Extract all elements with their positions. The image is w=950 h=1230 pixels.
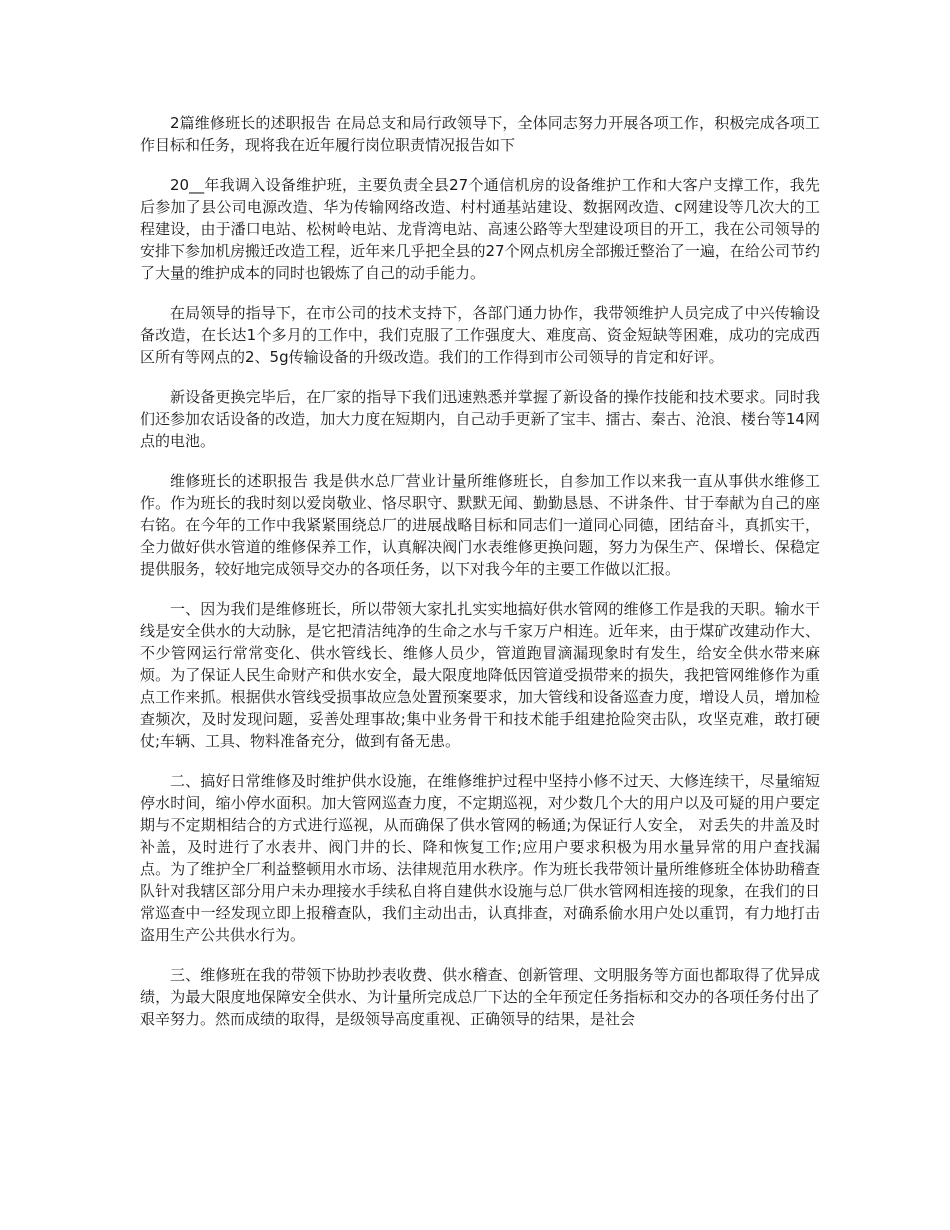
paragraph-report-intro: 维修班长的述职报告 我是供水总厂营业计量所维修班长，自参加工作以来我一直从事供水维修工作。作为班长的我时刻以爱岗敬业、恪尽职守、默默无闻、勤勤恳恳、不讲条件、甘于奉献为自己的座右铭。在今年的工作中我紧紧围绕总厂的进展战略目标和同志们一道同心同德，团结奋斗，真抓实干，全力做好供水管道的维修保养工作，认真解决阀门水表维修更换问题，努力为保生产、保增长、保稳定提供服务，较好地完成领导交办的各项任务，以下对我今年的主要工作做以汇报。	[140, 472, 820, 578]
document-page	[140, 112, 820, 1048]
paragraph-section-two: 二、搞好日常维修及时维护供水设施，在维修维护过程中坚持小修不过天、大修连续干，尽量缩短停水时间，缩小停水面积。加大管网巡查力度，不定期巡视，对少数几个大的用户以及可疑的用户要定期与不定期相结合的方式进行巡视，从而确保了供水管网的畅通;为保证行人安全， 对丢失的井盖及时补盖，及时进行了水表井、阀门井的长、降和恢复工作;应用户要求积极为用水量异常的用户查找漏点。为了维护全厂利益整顿用水市场、法律规范用水秩序。作为班长我带领计量所维修班全体协助稽查队针对我辖区部分用户未办理接水手续私自将自建供水设施与总厂供水管网相连接的现象，在我们的日常巡查中一经发现立即上报稽查队，我们主动出击，认真排查，对确系偷水用户处以重罚，有力地打击盗用生产公共供水行为。	[140, 772, 820, 944]
paragraph-intro: 2篇维修班长的述职报告 在局总支和局行政领导下，全体同志努力开展各项工作，积极完成各项工作目标和任务，现将我在近年履行岗位职责情况报告如下	[140, 114, 820, 154]
paragraph-section-three: 三、维修班在我的带领下协助抄表收费、供水稽查、创新管理、文明服务等方面也都取得了优异成绩，为最大限度地保障安全供水、为计量所完成总厂下达的全年预定任务指标和交办的各项任务付出了艰辛努力。然而成绩的取得，是级领导高度重视、正确领导的结果，是社会	[140, 966, 820, 1028]
paragraph-transmission-upgrade: 在局领导的指导下，在市公司的技术支持下，各部门通力协作，我带领维护人员完成了中兴传输设备改造，在长达1个多月的工作中，我们克服了工作强度大、难度高、资金短缺等困难，成功的完成西区所有等网点的2、5g传输设备的升级改造。我们的工作得到市公司领导的肯定和好评。	[140, 304, 820, 366]
paragraph-equipment-maintenance: 20__年我调入设备维护班，主要负责全县27个通信机房的设备维护工作和大客户支撑工作，我先后参加了县公司电源改造、华为传输网络改造、村村通基站建设、数据网改造、c网建设等几次大的工程建设，由于潘口电站、松树岭电站、龙背湾电站、高速公路等大型建设项目的开工，我在公司领导的安排下参加机房搬迁改造工程，近年来几乎把全县的27个网点机房全部搬迁整治了一遍，在给公司节约了大量的维护成本的同时也锻炼了自己的动手能力。	[140, 176, 820, 282]
paragraph-new-equipment: 新设备更换完毕后，在厂家的指导下我们迅速熟悉并掌握了新设备的操作技能和技术要求。同时我们还参加农话设备的改造，加大力度在短期内，自己动手更新了宝丰、擂古、秦古、沧浪、楼台等14网点的电池。	[140, 388, 820, 450]
paragraph-section-one: 一、因为我们是维修班长，所以带领大家扎扎实实地搞好供水管网的维修工作是我的天职。输水干线是安全供水的大动脉，是它把清洁纯净的生命之水与千家万户相连。近年来，由于煤矿改建动作大、不少管网运行常常变化、供水管线长、维修人员少，管道跑冒滴漏现象时有发生，给安全供水带来麻烦。为了保证人民生命财产和供水安全，最大限度地降低因管道受损带来的损失，我把管网维修作为重点工作来抓。根据供水管线受损事故应急处置预案要求，加大管线和设备巡查力度，增设人员，增加检查频次，及时发现问题，妥善处理事故;集中业务骨干和技术能手组建抢险突击队，攻坚克难，敢打硬仗;车辆、工具、物料准备充分，做到有备无患。	[140, 600, 820, 750]
